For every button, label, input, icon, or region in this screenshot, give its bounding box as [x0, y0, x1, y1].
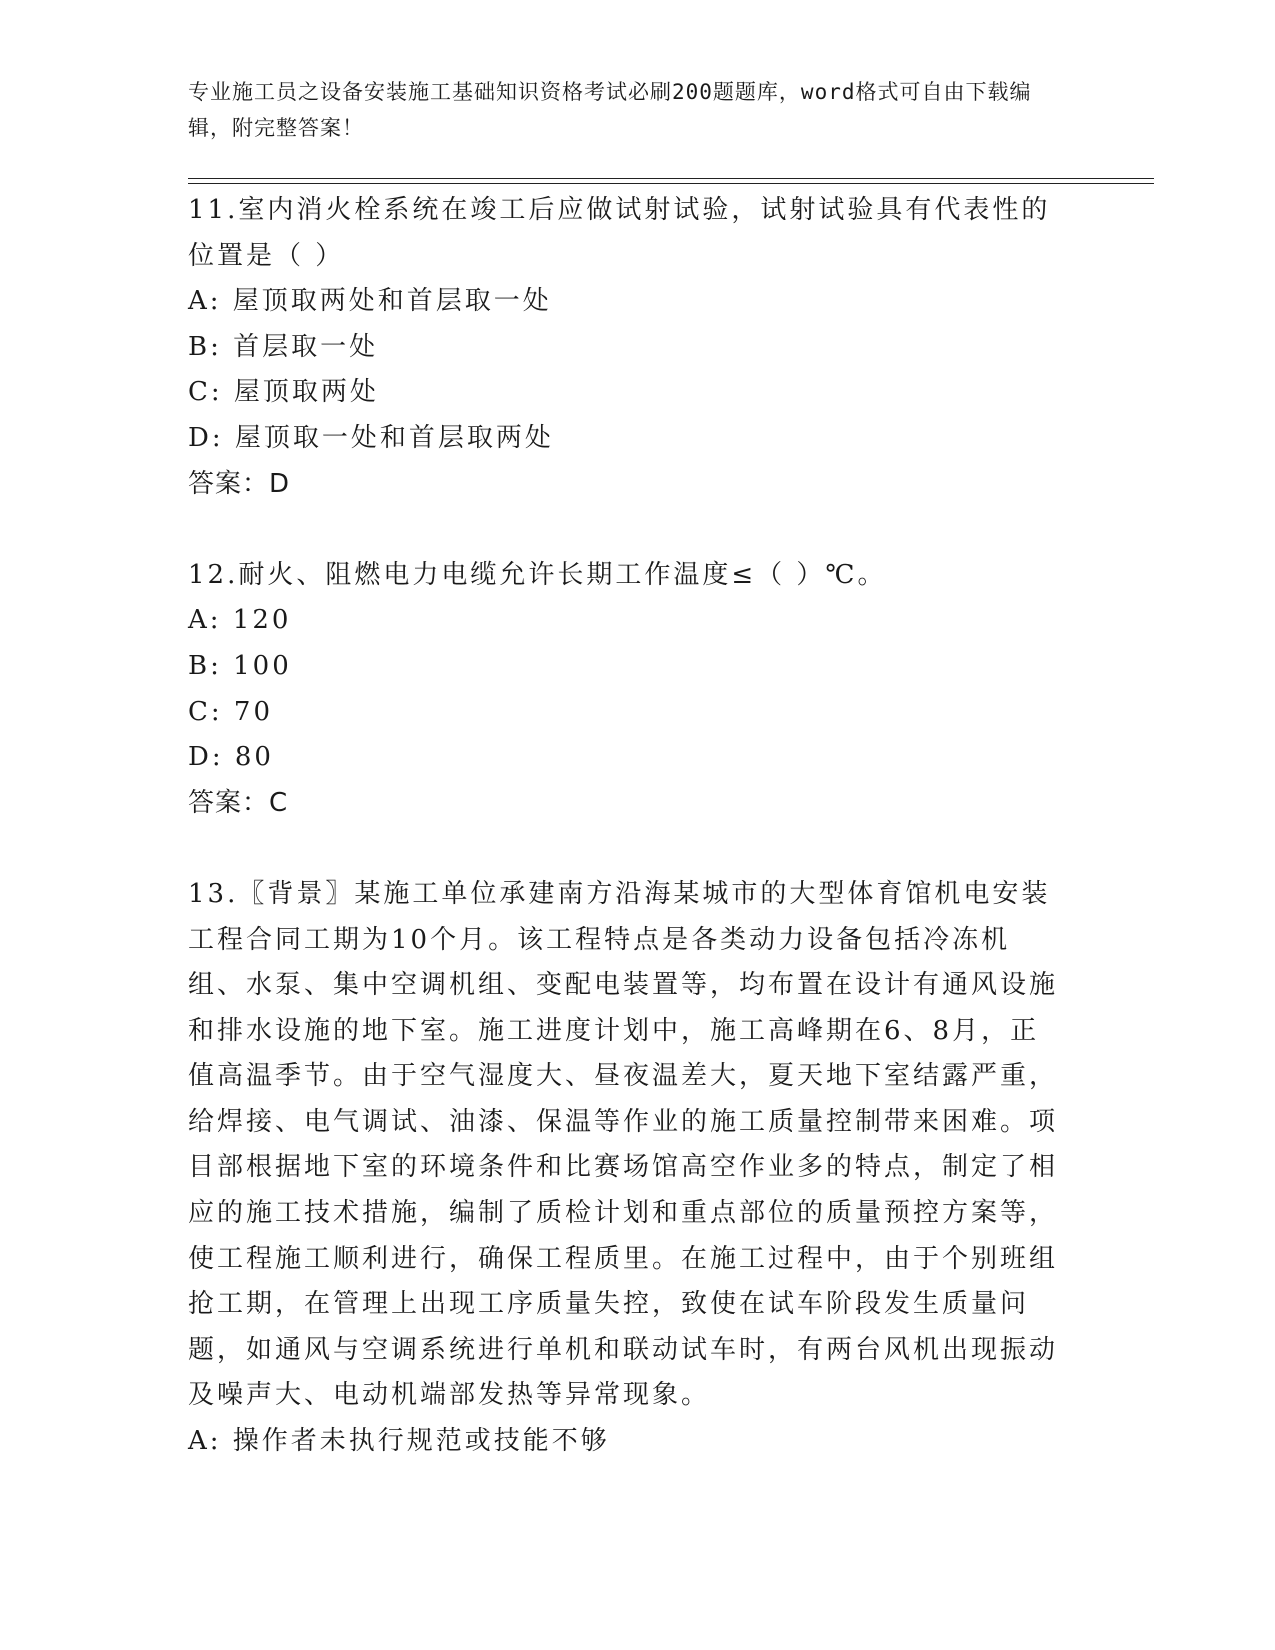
answer: 答案：D — [188, 468, 291, 499]
option-b: B: 100 — [188, 650, 292, 681]
option-d: D: 屋顶取一处和首层取两处 — [188, 422, 554, 453]
option-a: A: 操作者未执行规范或技能不够 — [188, 1426, 610, 1457]
question-stem: 13.〖背景〗某施工单位承建南方沿海某城市的大型体育馆机电安装工程合同工期为10个月。该工程特点是各类动力设备包括冷冻机组、水泵、集中空调机组、变配电装置等，均布置在设计有通风设施和排水设施的地下室。施工进度计划中，施工高峰期在6、8月，正值高温季节。由于空气湿度大、昼夜温差大，夏天地下室结露严重，给焊接、电气调试、油漆、保温等作业的施工质量控制带来困难。项目部根据地下室的环境条件和比赛场馆高空作业多的特点，制定了相应的施工技术措施，编制了质检计划和重点部位的质量预控方案等，使工程施工顺利进行，确保工程质里。在施工过程中，由于个别班组抢工期，在管理上出现工序质量失控，致使在试车阶段发生质量问题，如通风与空调系统进行单机和联动试车时，有两台风机出现振动及噪声大、电动机端部发热等异常现象。 — [188, 878, 1059, 1411]
option-d: D: 80 — [188, 742, 274, 773]
option-c: C: 屋顶取两处 — [188, 377, 379, 408]
header-divider-bottom — [188, 183, 1154, 184]
answer: 答案：C — [188, 787, 289, 818]
header-divider-top — [188, 178, 1154, 179]
question-12 — [188, 553, 1068, 827]
option-c: C: 70 — [188, 696, 274, 727]
question-list — [188, 188, 1068, 1510]
question-11 — [188, 188, 1068, 507]
option-a: A: 屋顶取两处和首层取一处 — [188, 286, 552, 317]
question-13 — [188, 872, 1068, 1465]
option-b: B: 首层取一处 — [188, 331, 379, 362]
option-a: A: 120 — [188, 605, 292, 636]
question-stem: 11.室内消火栓系统在竣工后应做试射试验，试射试验具有代表性的位置是（ ） — [188, 195, 1051, 271]
document-header: 专业施工员之设备安装施工基础知识资格考试必刷200题题库，word格式可自由下载编辑，附完整答案！ — [188, 80, 1032, 140]
question-stem: 12.耐火、阻燃电力电缆允许长期工作温度≤（ ）℃。 — [188, 559, 887, 590]
